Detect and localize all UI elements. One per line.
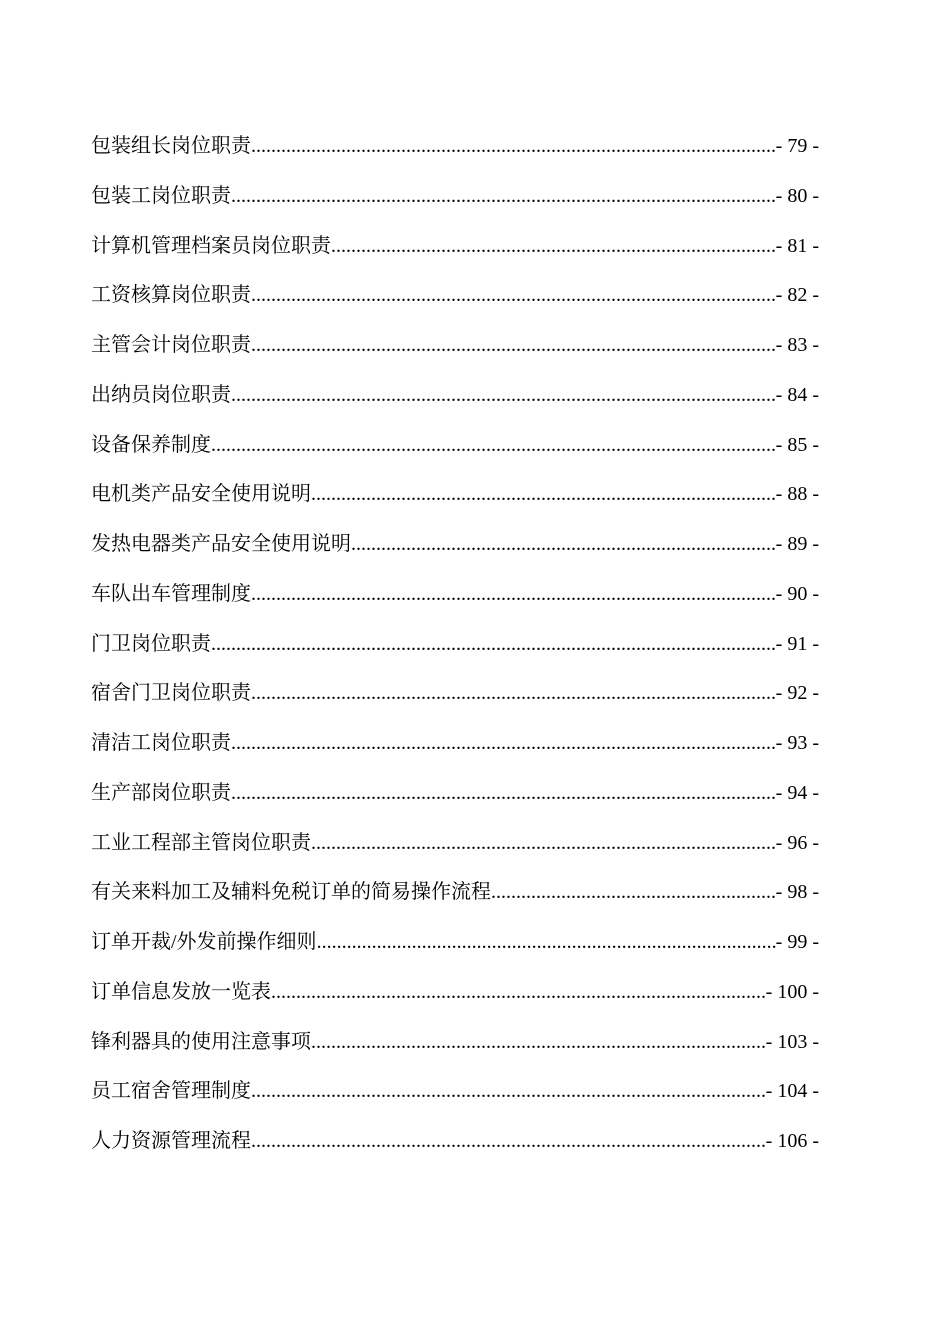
toc-entry-page-number: - 104 - <box>765 1080 819 1103</box>
toc-entry[interactable] <box>91 620 819 670</box>
toc-entry-title: 出纳员岗位职责 <box>91 383 231 406</box>
toc-entry-page-number: - 83 - <box>775 334 819 356</box>
toc-dot-leader <box>317 918 776 968</box>
toc-entry-title: 门卫岗位职责 <box>91 632 211 655</box>
toc-dot-leader <box>251 321 776 371</box>
toc-dot-leader <box>251 271 776 321</box>
toc-entry[interactable] <box>91 122 819 172</box>
toc-entry[interactable] <box>91 421 819 471</box>
toc-entry-page-number: - 84 - <box>775 383 819 406</box>
table-of-contents <box>91 122 819 1167</box>
toc-entry-page-number: - 85 - <box>775 433 819 456</box>
toc-dot-leader <box>311 1018 766 1068</box>
toc-entry[interactable] <box>91 172 819 222</box>
toc-entry[interactable] <box>91 470 819 520</box>
toc-entry-title: 宿舍门卫岗位职责 <box>91 682 251 705</box>
toc-entry-title: 人力资源管理流程 <box>91 1130 251 1152</box>
toc-entry-page-number: - 92 - <box>775 682 819 705</box>
toc-dot-leader <box>231 719 776 769</box>
toc-dot-leader <box>311 470 776 520</box>
toc-entry-page-number: - 81 - <box>775 234 819 257</box>
toc-dot-leader <box>331 222 776 272</box>
toc-entry-page-number: - 94 - <box>775 781 819 804</box>
toc-entry-title: 有关来料加工及辅料免税订单的简易操作流程 <box>91 881 491 904</box>
toc-entry-title: 工资核算岗位职责 <box>91 284 251 307</box>
toc-entry-title: 包装工岗位职责 <box>91 184 231 207</box>
toc-entry-title: 发热电器类产品安全使用说明 <box>91 533 351 555</box>
toc-entry[interactable] <box>91 719 819 769</box>
toc-entry-title: 员工宿舍管理制度 <box>91 1080 251 1103</box>
toc-dot-leader <box>351 520 776 570</box>
toc-entry-page-number: - 89 - <box>775 533 819 555</box>
toc-entry-page-number: - 88 - <box>775 483 819 506</box>
toc-dot-leader <box>491 868 776 918</box>
toc-entry[interactable] <box>91 918 819 968</box>
toc-entry-page-number: - 99 - <box>775 931 819 953</box>
toc-entry-title: 包装组长岗位职责 <box>91 135 251 157</box>
toc-entry[interactable] <box>91 819 819 869</box>
toc-entry[interactable] <box>91 1117 819 1167</box>
toc-entry-page-number: - 106 - <box>765 1130 819 1152</box>
toc-entry[interactable] <box>91 868 819 918</box>
toc-entry[interactable] <box>91 669 819 719</box>
toc-entry[interactable] <box>91 769 819 819</box>
toc-dot-leader <box>251 1117 766 1167</box>
toc-dot-leader <box>251 1067 766 1117</box>
toc-entry-title: 订单开裁/外发前操作细则 <box>91 931 317 953</box>
toc-entry-title: 订单信息发放一览表 <box>91 980 271 1003</box>
toc-entry-page-number: - 100 - <box>765 980 819 1003</box>
toc-entry-title: 设备保养制度 <box>91 433 211 456</box>
toc-entry[interactable] <box>91 1067 819 1117</box>
toc-entry-title: 主管会计岗位职责 <box>91 334 251 356</box>
toc-entry-page-number: - 90 - <box>775 582 819 605</box>
toc-entry[interactable] <box>91 321 819 371</box>
toc-entry-page-number: - 80 - <box>775 184 819 207</box>
toc-entry-title: 锋利器具的使用注意事项 <box>91 1030 311 1053</box>
toc-entry-page-number: - 103 - <box>765 1030 819 1053</box>
toc-entry-title: 电机类产品安全使用说明 <box>91 483 311 506</box>
toc-dot-leader <box>271 968 766 1018</box>
toc-entry-page-number: - 79 - <box>775 135 819 157</box>
toc-entry-title: 生产部岗位职责 <box>91 781 231 804</box>
toc-entry-page-number: - 96 - <box>775 831 819 854</box>
toc-entry-page-number: - 93 - <box>775 732 819 754</box>
toc-dot-leader <box>211 620 776 670</box>
toc-dot-leader <box>231 769 776 819</box>
toc-entry-page-number: - 98 - <box>775 881 819 904</box>
toc-entry[interactable] <box>91 520 819 570</box>
toc-entry-title: 清洁工岗位职责 <box>91 732 231 754</box>
toc-entry-title: 计算机管理档案员岗位职责 <box>91 234 331 257</box>
toc-entry[interactable] <box>91 271 819 321</box>
toc-entry[interactable] <box>91 968 819 1018</box>
toc-entry[interactable] <box>91 222 819 272</box>
toc-entry-title: 车队出车管理制度 <box>91 582 251 605</box>
toc-dot-leader <box>251 570 776 620</box>
toc-entry-page-number: - 82 - <box>775 284 819 307</box>
toc-dot-leader <box>311 819 776 869</box>
toc-entry[interactable] <box>91 1018 819 1068</box>
toc-dot-leader <box>251 122 776 172</box>
toc-entry[interactable] <box>91 570 819 620</box>
toc-dot-leader <box>231 371 776 421</box>
toc-dot-leader <box>211 421 776 471</box>
toc-dot-leader <box>251 669 776 719</box>
toc-entry-page-number: - 91 - <box>775 632 819 655</box>
toc-dot-leader <box>231 172 776 222</box>
toc-entry-title: 工业工程部主管岗位职责 <box>91 831 311 854</box>
toc-entry[interactable] <box>91 371 819 421</box>
